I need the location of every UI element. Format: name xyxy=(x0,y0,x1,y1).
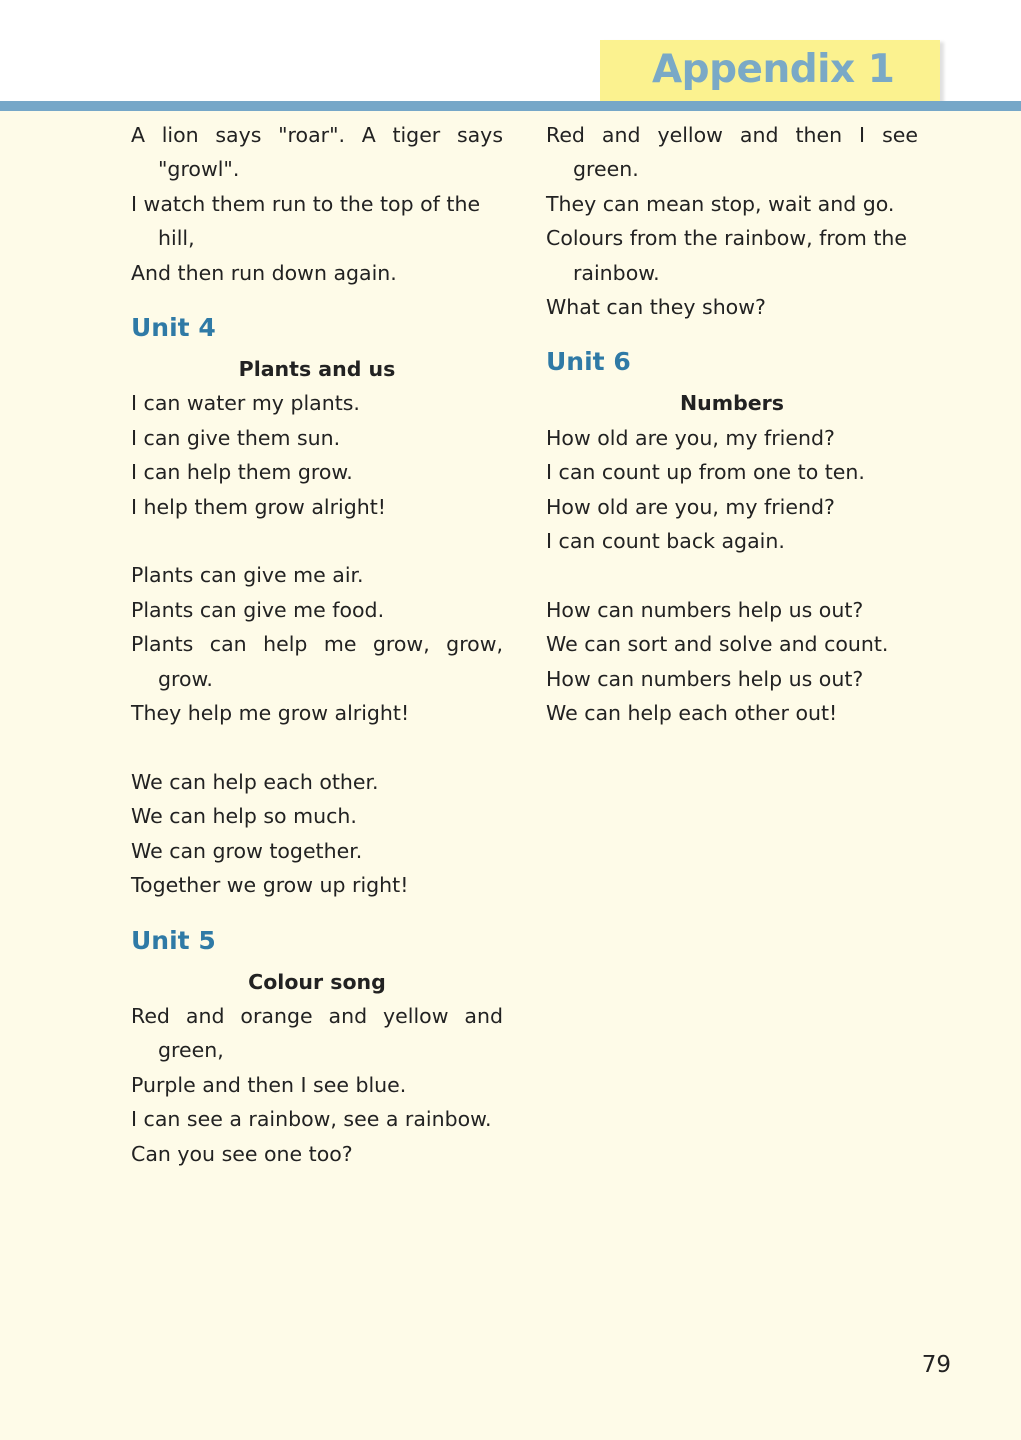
song-line: I watch them run to the top of the hill, xyxy=(131,191,481,251)
song-line: How old are you, my friend? xyxy=(546,494,835,519)
song-line: We can help each other. xyxy=(131,769,379,794)
page-number: 79 xyxy=(921,1352,951,1378)
unit-6-song-title: Numbers xyxy=(679,391,784,416)
song-line: Plants can help me grow, grow, grow. xyxy=(131,632,503,691)
song-line: I can help them grow. xyxy=(131,460,353,485)
song-line: They help me grow alright! xyxy=(131,701,410,726)
song-line: Red and orange and yellow and green, xyxy=(131,1003,503,1063)
song-line: I can count up from one to ten. xyxy=(546,460,865,485)
page-title: Appendix 1 xyxy=(652,47,895,92)
song-line: I can see a rainbow, see a rainbow. xyxy=(131,1107,492,1132)
song-line: Red and yellow and then I see green. xyxy=(546,123,918,182)
song-line: How can numbers help us out? xyxy=(546,666,864,691)
song-line: Plants can give me food. xyxy=(131,597,385,622)
song-line: We can help so much. xyxy=(131,804,357,829)
song-line: We can sort and solve and count. xyxy=(546,632,889,657)
song-line: Together we grow up right! xyxy=(131,873,409,898)
song-line: And then run down again. xyxy=(131,260,397,285)
spacer xyxy=(131,290,503,310)
header-rule xyxy=(0,101,1021,111)
song-line: A lion says "roar". A tiger says "growl". xyxy=(131,123,503,182)
unit-5-heading: Unit 5 xyxy=(131,925,216,955)
unit-5-song-title: Colour song xyxy=(248,969,386,994)
song-line: I can give them sun. xyxy=(131,425,341,450)
song-line: I help them grow alright! xyxy=(131,494,386,519)
right-column xyxy=(546,118,918,730)
unit-4-song-title: Plants and us xyxy=(238,357,396,382)
spacer xyxy=(131,524,503,558)
spacer xyxy=(546,324,918,344)
spacer xyxy=(546,558,918,592)
song-line: Plants can give me air. xyxy=(131,563,364,588)
song-line: Can you see one too? xyxy=(131,1141,353,1166)
song-line: We can help each other out! xyxy=(546,701,838,726)
song-line: They can mean stop, wait and go. xyxy=(546,191,895,216)
unit-4-heading: Unit 4 xyxy=(131,313,216,343)
spacer xyxy=(131,730,503,764)
song-line: How can numbers help us out? xyxy=(546,597,864,622)
song-line: How old are you, my friend? xyxy=(546,425,835,450)
song-line: I can water my plants. xyxy=(131,391,360,416)
unit-6-heading: Unit 6 xyxy=(546,347,631,377)
spacer xyxy=(131,903,503,923)
left-column xyxy=(131,118,503,1171)
song-line: Colours from the rainbow, from the rainbow. xyxy=(546,226,907,285)
song-line: We can grow together. xyxy=(131,838,363,863)
song-line: What can they show? xyxy=(546,295,766,320)
song-line: I can count back again. xyxy=(546,529,785,554)
song-line: Purple and then I see blue. xyxy=(131,1072,407,1097)
